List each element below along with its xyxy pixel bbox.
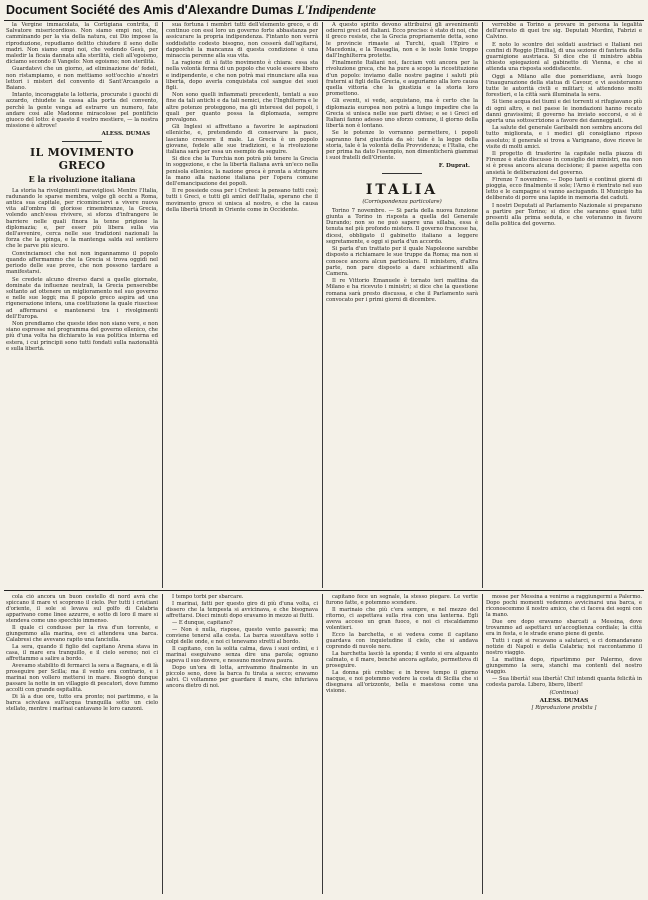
section-subtitle: (Corrispondenza particolare) [362,198,442,205]
paragraph: I marinai, fatti per questo giro di più d'una volta, ci dissero che la tempesta si avvicinava, e che bisognava affrettarsi. Dieci minuti dopo eravamo in mezzo ai flutti. [166,601,318,619]
reproduction-notice: [ Riproduzione proibita ] [531,705,597,711]
signature: ALESS. DUMAS [101,131,150,138]
paragraph: Il capitano, con la solita calma, dava i suoi ordini, e i marinai eseguivano senza dire una parola; ognuno sapeva il suo dovere, e nessuno mostrava paura. [166,646,318,664]
section-divider [382,173,422,174]
masthead-fragment: L'Indipendente [296,2,376,17]
paragraph: La sera, quando il figlio del capitano Arena stava in casa, il mare era tranquillo, e il cielo sereno; noi ci affrettammo a salire a bordo. [6,644,158,662]
paragraph: La storia ha rivolgimenti maravigliosi. Mentre l'Italia, radunando le sparse membra, volge gli occhi a Roma, antica sua capitale, per ricominciarvi a vivere nuova vita all'ombra di gloriose rimembranze, la Grecia, volendo anch'essa rivivere, si sforza d'infrangere le barriere nelle quali finora la tenne prigione la diplomazia; e, per esser più libera sulla via dell'avvenire, cerca nelle sue tradizioni nazionali la forza che la spinga, e la mantenga salda sul sentiero che le parve più sicuro. [6,187,158,250]
page-header [0,0,648,20]
header-source: Document Société des Amis d'Alexandre Dumas [6,2,294,17]
signature: ALESS. DUMAS [539,698,589,704]
paragraph: Torino 7 novembre. — Si parla della nuova funzione giunta a Torino in risposta a quella del Generale Durando; non so ne può sapere una sillaba, essa è tenuta nel più profondo mistero. Il governo francese ha, dicesi, obbligato il gabinetto italiano a leggere segretamente, e oggi si parla d'un accordo. [326,207,478,245]
paragraph: Gli Inglesi si affrettano a favorire le aspirazioni elleniche, e, pretendendo di conservare la pace, lasciano crescere il male. La Grecia è un popolo giovane, fedele alle sue tradizioni, e la rivoluzione italiana sarà per essa un esempio da seguire. [166,124,318,156]
header-rule [4,20,644,21]
feuilleton-column-1 [6,594,158,894]
column-divider [162,22,163,588]
paragraph: Il progetto di trasferire la capitale nella piazza di Firenze è stato discusso in consiglio dei ministri, ma non si è presa ancora alcuna decisione; il paese aspetta con ansietà le deliberazioni del governo. [486,151,642,176]
paragraph: Se le potenze lo vorranno permettere, i popoli sapranno farsi giustizia da sè: tale è la legge della storia, tale è la volontà della Provvidenza; e l'Italia, che per prima ha dato l'esempio, non dimenticherà giammai i suoi fratelli dell'Oriente. [326,130,478,162]
paragraph: cola ciò ancora un buon cestello di nord avrà che spiccano il mare vi scoprono il cielo. Per tutti i cristiani d'oriente, il sole si levava sul golfo di Calabria apparivano come linee azzurre, e sotto di loro il mare si stendeva come uno specchio immenso. [6,594,158,624]
paragraph: A questo spirito devono attribuirsi gli avvenimenti odierni greci ed italiani. Ecco preciso: è stato di noi, che il greco resiste, che la Grecia propriamente detta, sono le provincie rimaste ai Turchi, quali l'Epiro e Macedonia, e la Tessaglia, non e le isole Ionie troppo dall'Inghilterra protette. [326,22,478,60]
column-divider [322,594,323,894]
paragraph: Il re Vittorio Emanuele è tornato ieri mattina da Milano e ha ricevuto i ministri; si dice che la questione romana sarà presto discussa, e che il Parlamento sarà convocato per i primi giorni di dicembre. [326,278,478,303]
article-subhead: E la rivoluzione italiana [28,173,136,184]
column-4 [486,22,642,588]
paragraph: Il marinaio che più c'era sempre, e nel mezzo del ritorno, ci aspettava sulla riva con una lanterna. Egli aveva acceso un gran fuoco, e noi ci riscaldammo volentieri. [326,607,478,631]
paragraph: La salute del generale Garibaldi non sembra ancora del tutto migliorata, e i medici gli consigliano riposo assoluto; il generale si trova a Varignano, dove riceve le visite di molti amici. [486,125,642,150]
paragraph: — Sua libertà! sua libertà! Chi! intendi quanta felicità in codesta parola. Libero, libero, liberi! [486,676,642,688]
section-divider [62,141,102,142]
paragraph: — E dunque, capitano? [172,620,233,626]
paragraph: — Non è nulla, rispose, questo vento passerà; ma conviene tenersi alla costa. La barca sussultava sotto i colpi delle onde, e noi ci tenevamo stretti al bordo. [166,627,318,645]
section-title-italia: ITALIA [365,181,439,198]
header-title [0,3,376,18]
paragraph: Non prendiamo che queste idee non siano vere, e non siano espresse nel programma del governo ellenico, che più d'una volta ha dichiarato la sua politica interna ed estera, i cui principii sono tutti fondati sulla nazionalità e sulla libertà. [6,320,158,352]
paragraph: mosse per Messina a venirne a raggiungermi a Palermo. Dopo pochi momenti vedemmo avvicinarsi una barca, e riconoscemmo il nostro amico, che ci faceva dei segni con la mano. [486,594,642,618]
paragraph: Si parla d'un trattato per il quale Napoleone sarebbe disposto a richiamare le sue truppe da Roma; ma non si conosce ancora alcun particolare. Il ministero, d'altra parte, non pare disposto a dare schiarimenti alla Camera. [326,246,478,277]
paragraph: Il re possiede cosa per i Cretesi: la pensano tutti così; tutti i Greci, e tutti gli amici dell'Italia, sperano che il movimento greco si unisca al nostro, e che la causa della libertà trionfi in Oriente come in Occidente. [166,188,318,213]
column-divider [162,594,163,894]
article-headline: IL MOVIMENTO GRECO [30,145,134,172]
column-1 [6,22,158,588]
paragraph: I nostri Deputati al Parlamento Nazionale si preparano a partire per Torino; si dice che saranno quasi tutti presenti alla prima seduta, e che voteranno in favore della politica del governo. [486,202,642,228]
feuilleton-column-2 [166,594,318,894]
paragraph: Di là a due ore, tutto era pronto; noi partimmo, e la barca scivolava sull'acqua tranquilla sotto un cielo stellato, mentre i marinai cantavano le loro canzoni. [6,694,158,712]
paragraph: Intanto, incoraggiate la lotteria, procurate i guochi di azzardo, chiudete la cassa alla porta del convento, perchè la gente venga ad estrarre un numero, fate andare così alle Madonne miracolose pel pontificio giuoco del lotto: è questo il vostro mestiere, — la nostra missione è altrove! [6,92,158,130]
column-divider [482,22,483,588]
paragraph: Il quale ci condusse per la riva d'un torrente, e giungemmo alla marina, ove ci attendeva una barca. Calabresi che avevano rapito una fanciulla. [6,625,158,643]
paragraph: Firenze 7 novembre. — Dopo tanti e continui giorni di pioggia, ecco finalmente il sole; l'Arno è rientrato nel suo letto e le campagne si vanno asciugando. Il Municipio ha deliberato di porre una lapide in memoria dei caduti. [486,176,642,202]
paragraph: Si dice che la Turchia non potrà più tenere la Grecia in soggezione, e che la libertà italiana avrà un'eco nella penisola ellenica; la nazione greca è pronta a stringere la mano alla nazione italiana per l'opera comune dell'emancipazione dei popoli. [166,156,318,188]
paragraph: Guardatevi che un giorno, ad eliminazione de' fedeli, non ristampiamo, e non mettiamo sott'occhio a'nostri lettori i misteri del convento di Sant'Arcangelo a Baiano. [6,66,158,92]
paragraph: Si tiene acqua dei tiumi e dei torrenti si rifugiavano più di ogni altro, e nel paese le inondazioni hanno recato danni gravissimi; il governo ha inviato soccorsi, e si è aperta una sottoscrizione a favore dei danneggiati. [486,99,642,125]
paragraph: verrebbe a Torino a provare in persona la legalità dell'arresto di quei tre sig. Deputati Mordini, Fabrizi e Calvino. [486,22,642,41]
paragraph: Finalmente Italiani noi, facciam voti ancora per la rivoluzione greca, che ha pure a scopo la ricostituzione d'un popolo: inviamo dalle nostre pagine i saluti più fraterni ai figli della Grecia, e auguriamo alla loro causa quella vittoria che la giustizia e la storia loro promettono. [326,60,478,98]
signature: F. Duprat. [438,163,470,170]
paragraph: capitano fece un segnale, la stesso piegare. Le vertie furono fatte, e potemmo scendere. [326,594,478,606]
paragraph: Due ore dopo eravamo sbarcati a Messina, dove trovammo ad aspettarci un'accoglienza cordiale; la città era in festa, e le strade erano piene di gente. [486,619,642,637]
feuilleton-rule [4,590,644,591]
column-3 [326,22,478,588]
paragraph: I tempo torbi per sbarcare. [172,594,244,600]
feuilleton-column-3 [326,594,478,894]
paragraph: La barchetta lasciò la sponda; il vento si era alquanto calmato, e il mare, benchè ancora agitato, permetteva di proseguire. [326,651,478,669]
column-2 [166,22,318,588]
paragraph: Se credete alcuno diverso darsi a quelle giornate, dominate da influenze neutrali, la Grecia penserebbe soltanto ad ottenere un miglioramento nel suo governo e nelle sue leggi; ma il popolo greco aspira ad una rigenerazione intera, una costituzione la quale riuscisse ad affermarsi e mantenersi tra i rivolgimenti dell'Europa. [6,276,158,320]
feuilleton-column-4 [486,594,642,894]
paragraph: Oggi a Milano alle due pomeridiane, avrà luogo l'inaugurazione della statua di Cavour, e vi assisteranno tutte le autorità civili e militari; si attendono molti forestieri, e la città sarà illuminata la sera. [486,73,642,99]
paragraph: La ragione di sì fatto movimento è chiara: essa sta nella volontà ferma di un popolo che vuole essere libero e indipendente, e che non potrà mai rinunciare alla sua libertà, dopo averla conquistata col sangue dei suoi figli. [166,60,318,92]
paragraph: Tutti i capi si recavano a salutarci, e ci domandavano notizie di Napoli e della Calabria; noi raccontammo il nostro viaggio. [486,638,642,656]
paragraph: La donna più crebbe; e in breve tempo il giorno nacque, e noi potemmo vedere la costa di Sicilia che si disegnava all'orizzonte, bella e maestosa come una visione. [326,670,478,694]
paragraph: La mattina dopo, ripartimmo per Palermo, dove giungemmo la sera, stanchi ma contenti del nostro viaggio. [486,657,642,675]
paragraph: Dopo un'ora di lotta, arrivammo finalmente in un piccolo seno, dove la barca fu tirata a secco; eravamo salvi. Ci voltammo per guardare il mare, che infuriava ancora dietro di noi. [166,665,318,689]
paragraph: la Vergine immacolata, la Cortigiana contrita, il Salvatore misericordioso. Non siamo empi noi, che, camminando per la via della natura, cui Dio impose la riproduzione, repudiamo delitto chiudere il seno delle madri. Non siamo empi noi, che vedendo Gesù, per maledir la ficaia dannata alla sterilità, cieli all'egoismo, diciamo secondo il Vangelo: Non egoismo; non sterilità. [6,22,158,66]
continued-note: (Continua) [549,690,579,696]
paragraph: Gli eventi, si vede, acquistano, ma è certo che la diplomazia europea non potrà a lungo impedire che la Grecia si unisca nelle sue parti divise; e se i Greci ed Italiani fanno adesso uno sforzo comune, il giorno della libertà non è lontano. [326,98,478,130]
paragraph: Ecco la barchetta, e si vedeva come il capitano guardava con inquietudine il cielo, che si andava coprendo di nuvole nere. [326,632,478,650]
paragraph: Non sono quelli infiammati precedenti, tentati a suo fine da tali antichi e da tali nemici, che l'Inghilterra e le altre potenze proteggono, ma gli interessi dei popoli, i quali per quanto possa la diplomazia, sempre prevalgono. [166,92,318,124]
column-divider [482,594,483,894]
paragraph: sua fortuna i membri tutti dell'elemento greco, e di continuo con essi loro un governo forte abbastanza per assicurare la propria indipendenza. Fintanto non verrà soddisfatto codesto bisogno, non cesserà dall'agitarsi, dappoichè la mancanza di questa condizione è una minaccia perenne alla sua vita. [166,22,318,60]
paragraph: E noto lo scontro dei soldati austriaci e Italiani nei confini di Reggio [Emilia], di una sezione di fanteria della guarnigione austriaca. Si dice che il ministro abbia chiesto spiegazioni al gabinetto di Vienna, e che si attenda una risposta soddisfacente. [486,41,642,73]
column-divider [322,22,323,588]
paragraph: Convinciamoci che noi non ingannammo il popolo quando affermammo che la Grecia si trova oggidì nel periodo delle sue prove, che non possono tardare a manifestarsi. [6,250,158,276]
paragraph: Avevamo stabilito di fermarci la sera a Bagnara, e di là proseguire per Scilla; ma il vento era contrario, e i marinai non vollero mettersi in mare. Bisognò dunque passare la notte in un villaggio di pescatori, dove fummo accolti con grande ospitalità. [6,663,158,693]
